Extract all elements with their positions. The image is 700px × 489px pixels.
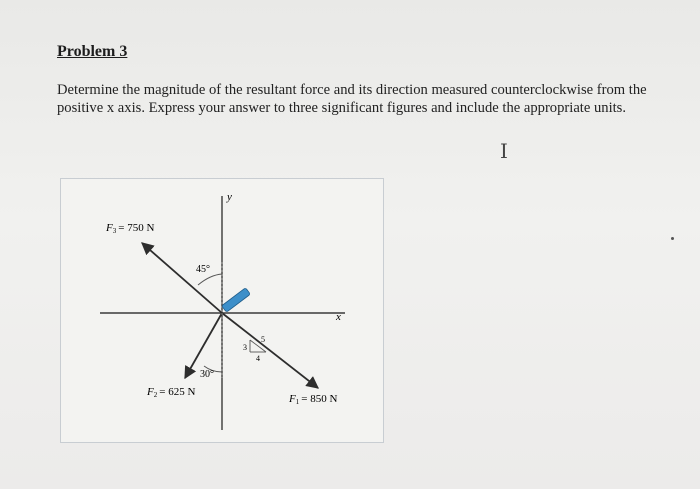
force-f3-label: F3 = 750 N (106, 222, 155, 235)
slope-label-4: 4 (256, 354, 260, 363)
angle-45-arc (198, 274, 222, 285)
y-axis-label: y (227, 191, 232, 203)
force-f1-arrow (222, 313, 318, 388)
slope-label-3: 3 (243, 343, 247, 352)
force-f3-arrow (142, 243, 222, 313)
angle-30-label: 30° (200, 369, 214, 380)
problem-statement: Determine the magnitude of the resultant force and its direction measured counterclockwise from the positive x axis. Express your answer to three significant figures and include the appropriate units. (57, 82, 647, 116)
slope-label-5: 5 (261, 335, 265, 344)
angle-45-label: 45° (196, 264, 210, 275)
text-cursor-icon: I (500, 139, 508, 163)
blue-marker-mark (222, 288, 251, 312)
force-f2-label: F2 = 625 N (147, 386, 196, 399)
x-axis-label: x (336, 311, 341, 323)
problem-heading: Problem 3 (57, 43, 128, 60)
force-f1-label: F1 = 850 N (289, 393, 338, 406)
